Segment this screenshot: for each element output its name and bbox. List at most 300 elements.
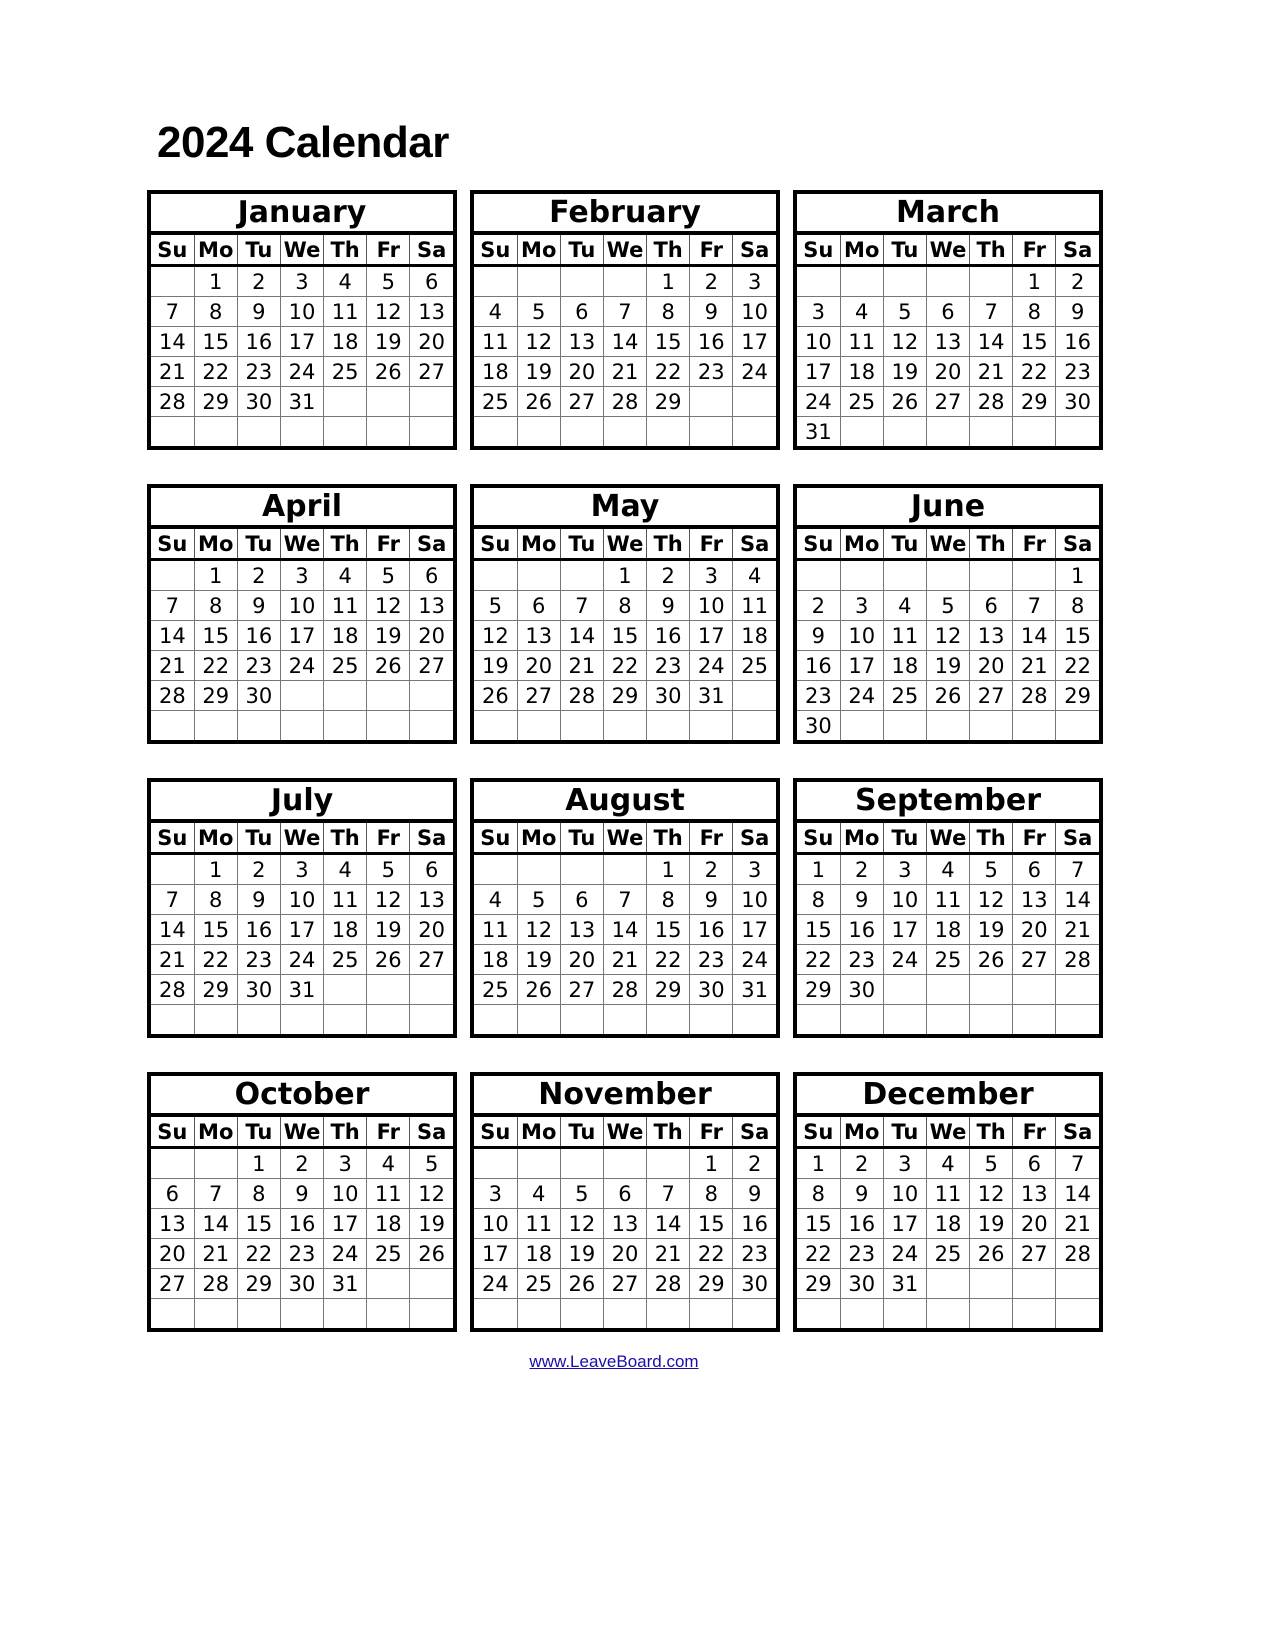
day-cell <box>560 1148 603 1179</box>
month-name: October <box>151 1076 453 1115</box>
day-cell: 22 <box>690 1239 733 1269</box>
day-cell: 2 <box>797 591 840 621</box>
day-cell: 10 <box>690 591 733 621</box>
day-cell: 9 <box>690 297 733 327</box>
month-august <box>470 778 780 1038</box>
day-cell: 23 <box>237 945 280 975</box>
day-cell <box>733 681 776 711</box>
week-row <box>474 417 776 447</box>
day-cell: 2 <box>690 854 733 885</box>
day-cell: 11 <box>733 591 776 621</box>
day-cell: 8 <box>194 297 237 327</box>
day-cell: 16 <box>1056 327 1099 357</box>
day-cell <box>926 975 969 1005</box>
day-cell: 25 <box>883 681 926 711</box>
day-cell <box>367 681 410 711</box>
day-cell <box>410 417 453 447</box>
day-cell <box>926 266 969 297</box>
day-cell: 16 <box>280 1209 323 1239</box>
week-row <box>151 885 453 915</box>
month-name: May <box>474 488 776 527</box>
day-cell: 13 <box>410 591 453 621</box>
day-cell <box>840 417 883 447</box>
day-cell <box>883 711 926 741</box>
weekday-header: Su <box>797 1115 840 1148</box>
weekday-header: Su <box>151 1115 194 1148</box>
day-cell <box>280 417 323 447</box>
day-cell: 18 <box>926 1209 969 1239</box>
day-cell <box>603 266 646 297</box>
day-cell: 4 <box>840 297 883 327</box>
day-cell: 9 <box>840 1179 883 1209</box>
week-row <box>474 560 776 591</box>
day-cell: 21 <box>970 357 1013 387</box>
day-cell: 23 <box>280 1239 323 1269</box>
week-row <box>474 591 776 621</box>
day-cell: 3 <box>474 1179 517 1209</box>
day-cell: 4 <box>926 854 969 885</box>
day-cell: 25 <box>324 945 367 975</box>
month-table <box>474 488 776 740</box>
day-cell <box>840 560 883 591</box>
day-cell: 17 <box>690 621 733 651</box>
day-cell: 4 <box>883 591 926 621</box>
day-cell: 27 <box>926 387 969 417</box>
day-cell <box>926 711 969 741</box>
week-row <box>151 915 453 945</box>
day-cell <box>367 1299 410 1329</box>
day-cell: 21 <box>603 945 646 975</box>
day-cell <box>1056 975 1099 1005</box>
day-cell: 9 <box>647 591 690 621</box>
week-row <box>797 854 1099 885</box>
week-row <box>474 1148 776 1179</box>
weekday-header: Su <box>474 821 517 854</box>
day-cell: 13 <box>517 621 560 651</box>
weekday-header: We <box>280 527 323 560</box>
day-cell: 17 <box>280 915 323 945</box>
day-cell: 4 <box>324 266 367 297</box>
day-cell <box>324 711 367 741</box>
day-cell: 5 <box>883 297 926 327</box>
weekday-header: Su <box>151 527 194 560</box>
weekday-header: Sa <box>1056 527 1099 560</box>
weekday-header: Sa <box>733 527 776 560</box>
day-cell: 30 <box>797 711 840 741</box>
day-cell: 19 <box>410 1209 453 1239</box>
day-cell: 27 <box>410 357 453 387</box>
week-row <box>474 297 776 327</box>
day-cell <box>474 560 517 591</box>
day-cell: 29 <box>690 1269 733 1299</box>
weekday-header: Sa <box>733 821 776 854</box>
day-cell: 22 <box>647 357 690 387</box>
day-cell: 19 <box>883 357 926 387</box>
day-cell: 25 <box>733 651 776 681</box>
day-cell: 2 <box>237 560 280 591</box>
day-cell <box>840 1005 883 1035</box>
day-cell <box>237 1299 280 1329</box>
day-cell: 5 <box>926 591 969 621</box>
day-cell: 12 <box>970 885 1013 915</box>
day-cell: 26 <box>926 681 969 711</box>
week-row <box>151 1239 453 1269</box>
day-cell: 6 <box>1013 1148 1056 1179</box>
day-cell: 10 <box>883 885 926 915</box>
weekday-header: Mo <box>517 821 560 854</box>
day-cell: 17 <box>733 327 776 357</box>
day-cell <box>560 1299 603 1329</box>
month-name: August <box>474 782 776 821</box>
day-cell <box>647 1299 690 1329</box>
week-row <box>797 1299 1099 1329</box>
week-row <box>474 975 776 1005</box>
week-row <box>797 1209 1099 1239</box>
month-june <box>793 484 1103 744</box>
day-cell <box>151 417 194 447</box>
day-cell <box>324 1299 367 1329</box>
day-cell: 15 <box>603 621 646 651</box>
day-cell: 5 <box>474 591 517 621</box>
weekday-header: Fr <box>690 233 733 266</box>
day-cell: 2 <box>840 854 883 885</box>
day-cell: 8 <box>797 885 840 915</box>
day-cell: 30 <box>280 1269 323 1299</box>
month-table <box>151 194 453 446</box>
day-cell: 12 <box>926 621 969 651</box>
week-row <box>797 1179 1099 1209</box>
week-row <box>797 1239 1099 1269</box>
weekday-header: Mo <box>840 821 883 854</box>
weekday-header: Sa <box>410 821 453 854</box>
day-cell: 12 <box>367 297 410 327</box>
day-cell: 22 <box>194 357 237 387</box>
day-cell <box>1013 1269 1056 1299</box>
day-cell: 22 <box>797 1239 840 1269</box>
day-cell: 28 <box>1013 681 1056 711</box>
day-cell <box>560 1005 603 1035</box>
day-cell: 15 <box>194 915 237 945</box>
day-cell: 25 <box>926 1239 969 1269</box>
week-row <box>151 1269 453 1299</box>
day-cell <box>690 1299 733 1329</box>
day-cell: 27 <box>517 681 560 711</box>
week-row <box>151 560 453 591</box>
month-november <box>470 1072 780 1332</box>
day-cell: 15 <box>194 327 237 357</box>
day-cell <box>324 1005 367 1035</box>
weekday-header: Tu <box>883 233 926 266</box>
day-cell: 20 <box>151 1239 194 1269</box>
day-cell: 11 <box>324 297 367 327</box>
weekday-header: Su <box>797 821 840 854</box>
day-cell <box>517 854 560 885</box>
day-cell: 14 <box>603 327 646 357</box>
day-cell: 28 <box>603 975 646 1005</box>
day-cell: 21 <box>1056 1209 1099 1239</box>
day-cell: 20 <box>603 1239 646 1269</box>
weekday-header: Fr <box>1013 233 1056 266</box>
month-table <box>474 1076 776 1328</box>
day-cell: 14 <box>603 915 646 945</box>
day-cell: 30 <box>1056 387 1099 417</box>
day-cell: 2 <box>647 560 690 591</box>
day-cell <box>840 266 883 297</box>
day-cell <box>367 975 410 1005</box>
page-title: 2024 Calendar <box>157 118 449 167</box>
weekday-header: We <box>603 1115 646 1148</box>
footer-link[interactable]: www.LeaveBoard.com <box>529 1352 699 1371</box>
day-cell <box>324 681 367 711</box>
day-cell: 13 <box>603 1209 646 1239</box>
weekday-header: Th <box>324 527 367 560</box>
day-cell: 30 <box>840 975 883 1005</box>
day-cell: 30 <box>237 387 280 417</box>
day-cell: 18 <box>474 357 517 387</box>
day-cell: 21 <box>603 357 646 387</box>
weekday-header: Mo <box>840 233 883 266</box>
weekday-header: Su <box>797 233 840 266</box>
weekday-header: Fr <box>367 527 410 560</box>
day-cell: 4 <box>474 297 517 327</box>
day-cell: 22 <box>603 651 646 681</box>
day-cell: 27 <box>560 387 603 417</box>
day-cell: 23 <box>237 357 280 387</box>
day-cell: 7 <box>151 297 194 327</box>
weekday-header: Mo <box>840 527 883 560</box>
day-cell: 4 <box>733 560 776 591</box>
day-cell: 18 <box>840 357 883 387</box>
week-row <box>151 266 453 297</box>
day-cell: 18 <box>324 621 367 651</box>
day-cell: 3 <box>797 297 840 327</box>
weekday-header: Su <box>151 821 194 854</box>
day-cell: 14 <box>647 1209 690 1239</box>
day-cell <box>324 387 367 417</box>
day-cell <box>151 266 194 297</box>
day-cell: 24 <box>474 1269 517 1299</box>
week-row <box>151 387 453 417</box>
day-cell: 6 <box>1013 854 1056 885</box>
weekday-header: Sa <box>1056 233 1099 266</box>
day-cell <box>517 266 560 297</box>
week-row <box>797 560 1099 591</box>
day-cell: 30 <box>647 681 690 711</box>
day-cell: 16 <box>797 651 840 681</box>
day-cell: 11 <box>367 1179 410 1209</box>
day-cell <box>1013 1005 1056 1035</box>
day-cell: 29 <box>797 975 840 1005</box>
day-cell: 11 <box>474 327 517 357</box>
day-cell: 9 <box>690 885 733 915</box>
day-cell: 7 <box>560 591 603 621</box>
day-cell: 27 <box>410 651 453 681</box>
weekday-header: Fr <box>1013 821 1056 854</box>
day-cell: 10 <box>840 621 883 651</box>
day-cell <box>560 417 603 447</box>
day-cell: 24 <box>324 1239 367 1269</box>
day-cell: 15 <box>647 915 690 945</box>
weekday-header: Mo <box>517 1115 560 1148</box>
day-cell: 6 <box>603 1179 646 1209</box>
day-cell: 14 <box>151 915 194 945</box>
day-cell: 26 <box>367 945 410 975</box>
day-cell: 10 <box>280 297 323 327</box>
day-cell: 1 <box>1013 266 1056 297</box>
day-cell <box>194 417 237 447</box>
day-cell <box>410 681 453 711</box>
weekday-header: We <box>926 527 969 560</box>
day-cell <box>883 417 926 447</box>
day-cell <box>883 1299 926 1329</box>
day-cell: 12 <box>560 1209 603 1239</box>
week-row <box>474 266 776 297</box>
week-row <box>474 1299 776 1329</box>
day-cell: 5 <box>517 885 560 915</box>
day-cell: 1 <box>237 1148 280 1179</box>
day-cell: 12 <box>970 1179 1013 1209</box>
day-cell: 15 <box>690 1209 733 1239</box>
day-cell <box>733 387 776 417</box>
day-cell <box>1013 1299 1056 1329</box>
day-cell: 16 <box>840 915 883 945</box>
day-cell: 26 <box>474 681 517 711</box>
day-cell: 5 <box>367 266 410 297</box>
day-cell: 21 <box>1056 915 1099 945</box>
day-cell: 31 <box>324 1269 367 1299</box>
day-cell <box>883 560 926 591</box>
day-cell: 15 <box>647 327 690 357</box>
month-april <box>147 484 457 744</box>
day-cell <box>194 1148 237 1179</box>
day-cell: 29 <box>237 1269 280 1299</box>
day-cell: 1 <box>1056 560 1099 591</box>
week-row <box>474 1179 776 1209</box>
day-cell <box>797 266 840 297</box>
weekday-header: Sa <box>1056 821 1099 854</box>
weekday-header: Sa <box>410 1115 453 1148</box>
day-cell: 13 <box>410 297 453 327</box>
day-cell: 5 <box>970 1148 1013 1179</box>
week-row <box>797 1269 1099 1299</box>
day-cell: 23 <box>733 1239 776 1269</box>
day-cell: 2 <box>840 1148 883 1179</box>
day-cell: 18 <box>367 1209 410 1239</box>
day-cell: 24 <box>797 387 840 417</box>
weekday-header: Tu <box>237 1115 280 1148</box>
day-cell <box>410 711 453 741</box>
day-cell: 24 <box>280 357 323 387</box>
day-cell: 19 <box>560 1239 603 1269</box>
day-cell: 15 <box>797 915 840 945</box>
day-cell <box>517 560 560 591</box>
day-cell <box>367 1005 410 1035</box>
day-cell: 31 <box>797 417 840 447</box>
day-cell <box>237 417 280 447</box>
day-cell <box>280 711 323 741</box>
month-table <box>797 782 1099 1034</box>
day-cell: 3 <box>324 1148 367 1179</box>
day-cell: 23 <box>690 357 733 387</box>
day-cell <box>926 1269 969 1299</box>
week-row <box>797 975 1099 1005</box>
day-cell <box>603 1005 646 1035</box>
day-cell: 17 <box>474 1239 517 1269</box>
day-cell <box>1013 975 1056 1005</box>
weekday-header: Mo <box>840 1115 883 1148</box>
day-cell: 17 <box>324 1209 367 1239</box>
day-cell: 6 <box>410 560 453 591</box>
day-cell: 15 <box>1013 327 1056 357</box>
day-cell: 9 <box>237 591 280 621</box>
week-row <box>474 387 776 417</box>
day-cell <box>926 1299 969 1329</box>
day-cell <box>474 417 517 447</box>
weekday-header: Tu <box>560 1115 603 1148</box>
day-cell: 9 <box>280 1179 323 1209</box>
day-cell: 24 <box>733 945 776 975</box>
week-row <box>151 1209 453 1239</box>
day-cell <box>603 711 646 741</box>
week-row <box>151 1005 453 1035</box>
day-cell <box>797 560 840 591</box>
day-cell <box>474 1148 517 1179</box>
weekday-header: Th <box>647 233 690 266</box>
weekday-header: Su <box>151 233 194 266</box>
day-cell: 15 <box>1056 621 1099 651</box>
weekday-header: We <box>280 1115 323 1148</box>
week-row <box>797 711 1099 741</box>
day-cell <box>517 417 560 447</box>
week-row <box>151 711 453 741</box>
day-cell <box>733 1005 776 1035</box>
day-cell: 27 <box>1013 1239 1056 1269</box>
day-cell <box>410 387 453 417</box>
day-cell: 6 <box>970 591 1013 621</box>
day-cell <box>517 1148 560 1179</box>
day-cell: 3 <box>690 560 733 591</box>
day-cell <box>237 1005 280 1035</box>
week-row <box>151 945 453 975</box>
day-cell: 7 <box>1056 1148 1099 1179</box>
day-cell: 27 <box>1013 945 1056 975</box>
week-row <box>797 1005 1099 1035</box>
day-cell: 19 <box>367 327 410 357</box>
day-cell <box>797 1005 840 1035</box>
weekday-header: Tu <box>237 527 280 560</box>
day-cell <box>367 417 410 447</box>
day-cell: 11 <box>883 621 926 651</box>
day-cell: 13 <box>560 327 603 357</box>
weekday-header: Th <box>970 1115 1013 1148</box>
day-cell: 23 <box>840 945 883 975</box>
day-cell: 24 <box>733 357 776 387</box>
day-cell: 27 <box>151 1269 194 1299</box>
weekday-header: Fr <box>690 1115 733 1148</box>
day-cell: 1 <box>194 266 237 297</box>
day-cell: 25 <box>324 651 367 681</box>
day-cell: 13 <box>151 1209 194 1239</box>
day-cell <box>410 975 453 1005</box>
day-cell: 12 <box>517 915 560 945</box>
weekday-header: Mo <box>517 233 560 266</box>
day-cell: 10 <box>797 327 840 357</box>
day-cell: 13 <box>1013 1179 1056 1209</box>
weekday-header: Mo <box>194 527 237 560</box>
day-cell <box>690 387 733 417</box>
week-row <box>797 681 1099 711</box>
day-cell: 8 <box>690 1179 733 1209</box>
